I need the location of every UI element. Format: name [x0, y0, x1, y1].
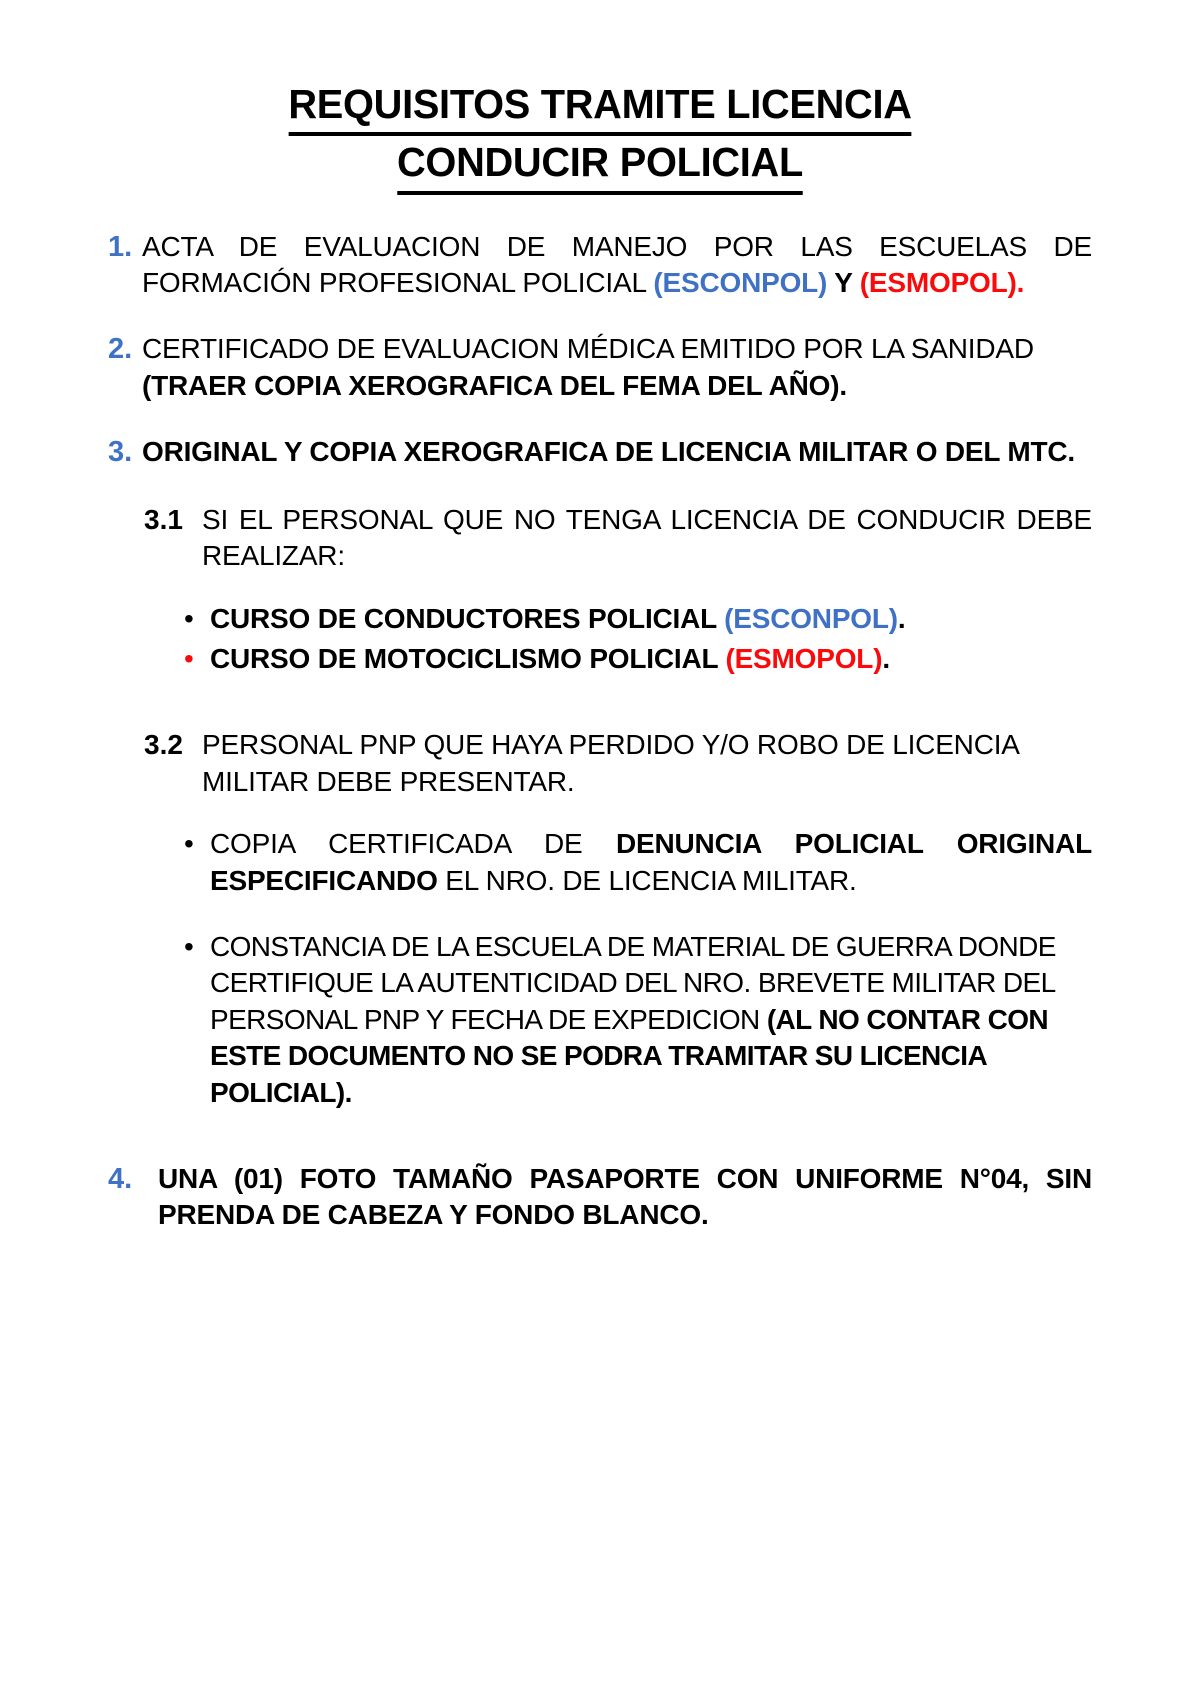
requirement-item-3 [108, 434, 1092, 472]
esconpol-tag: (ESCONPOL) [653, 266, 828, 298]
bullet-1-bold: CURSO DE CONDUCTORES POLICIAL [210, 602, 725, 634]
item-number-4: 4. [108, 1162, 133, 1195]
esmopol-tag-bullet: (ESMOPOL) [725, 643, 883, 675]
item-1-end: . [1016, 266, 1025, 298]
title-line-1: REQUISITOS TRAMITE LICENCIA [123, 78, 1077, 136]
page-title [123, 78, 1077, 195]
item-text-1 [142, 229, 1092, 302]
bullet-text-motociclismo [210, 641, 1092, 677]
item-1-conjunction: Y [827, 266, 860, 298]
list-item [184, 929, 1092, 1111]
spacer [108, 1135, 1092, 1161]
requirement-item-4 [108, 1161, 1092, 1234]
subitem-number-3-1: 3.1 [144, 503, 183, 535]
bullet-1-end: . [897, 602, 906, 634]
bullet-3-part3: EL NRO. DE LICENCIA MILITAR. [437, 864, 857, 896]
bullet-dot-icon-red: • [184, 643, 194, 675]
item-number-2: 2. [108, 333, 133, 366]
item-number-1: 1. [108, 230, 133, 263]
bullet-4-part1: CONSTANCIA DE LA ESCUELA DE MATERIAL DE GUERRA DONDE CERTIFIQUE LA AUTENTICIDAD DEL NRO. BREVETE MILITAR DEL PERSONAL PNP Y FECHA DE EXPEDICION [210, 930, 1056, 1035]
bullet-2-end: . [882, 643, 890, 675]
spacer [108, 701, 1092, 727]
bullet-dot-icon: • [184, 828, 194, 860]
bullet-list-3-2 [108, 826, 1092, 1111]
bullet-list-3-1 [108, 601, 1092, 678]
item-text-2 [142, 331, 1092, 404]
item-text-3: ORIGINAL Y COPIA XEROGRAFICA DE LICENCIA MILITAR O DEL MTC. [142, 436, 1075, 468]
bullet-text-denuncia [210, 826, 1092, 899]
bullet-dot-icon: • [184, 930, 194, 962]
item-2-plain: CERTIFICADO DE EVALUACION MÉDICA EMITIDO POR LA SANIDAD [142, 333, 1034, 365]
subitem-number-3-2: 3.2 [144, 729, 183, 761]
bullet-dot-icon: • [184, 602, 194, 634]
title-line-2: CONDUCIR POLICIAL [123, 136, 1077, 194]
bullet-2-bold: CURSO DE MOTOCICLISMO POLICIAL [210, 643, 726, 675]
requirement-item-1 [108, 229, 1092, 302]
item-text-4: UNA (01) FOTO TAMAÑO PASAPORTE CON UNIFORME N°04, SIN PRENDA DE CABEZA Y FONDO BLANCO. [158, 1162, 1092, 1231]
bullet-3-part2: DENUNCIA POLICIAL ORIGINAL ESPECIFICANDO [210, 828, 1092, 896]
list-item [184, 641, 1092, 677]
item-2-bold: (TRAER COPIA XEROGRAFICA DEL FEMA DEL AÑO). [142, 369, 847, 401]
list-item [184, 826, 1092, 899]
bullet-3-part1: COPIA CERTIFICADA DE [210, 828, 617, 860]
item-number-3: 3. [108, 436, 133, 469]
subitem-text-3-2: PERSONAL PNP QUE HAYA PERDIDO Y/O ROBO DE LICENCIA MILITAR DEBE PRESENTAR. [202, 729, 1019, 797]
esmopol-tag: (ESMOPOL) [859, 266, 1017, 298]
list-item [184, 601, 1092, 637]
bullet-4-part2: (AL NO CONTAR CON ESTE DOCUMENTO NO SE PODRA TRAMITAR SU LICENCIA POLICIAL). [210, 1003, 1049, 1108]
requirement-item-2 [108, 331, 1092, 404]
bullet-text-conductores [210, 601, 1092, 637]
bullet-text-constancia [210, 929, 1092, 1111]
subitem-text-3-1: SI EL PERSONAL QUE NO TENGA LICENCIA DE CONDUCIR DEBE REALIZAR: [202, 503, 1092, 572]
subitem-3-1 [108, 502, 1092, 575]
item-1-plain: ACTA DE EVALUACION DE MANEJO POR LAS ESCUELAS DE FORMACIÓN PROFESIONAL POLICIAL [142, 230, 1092, 298]
subitem-3-2 [108, 727, 1092, 800]
esconpol-tag-bullet: (ESCONPOL) [724, 602, 898, 634]
